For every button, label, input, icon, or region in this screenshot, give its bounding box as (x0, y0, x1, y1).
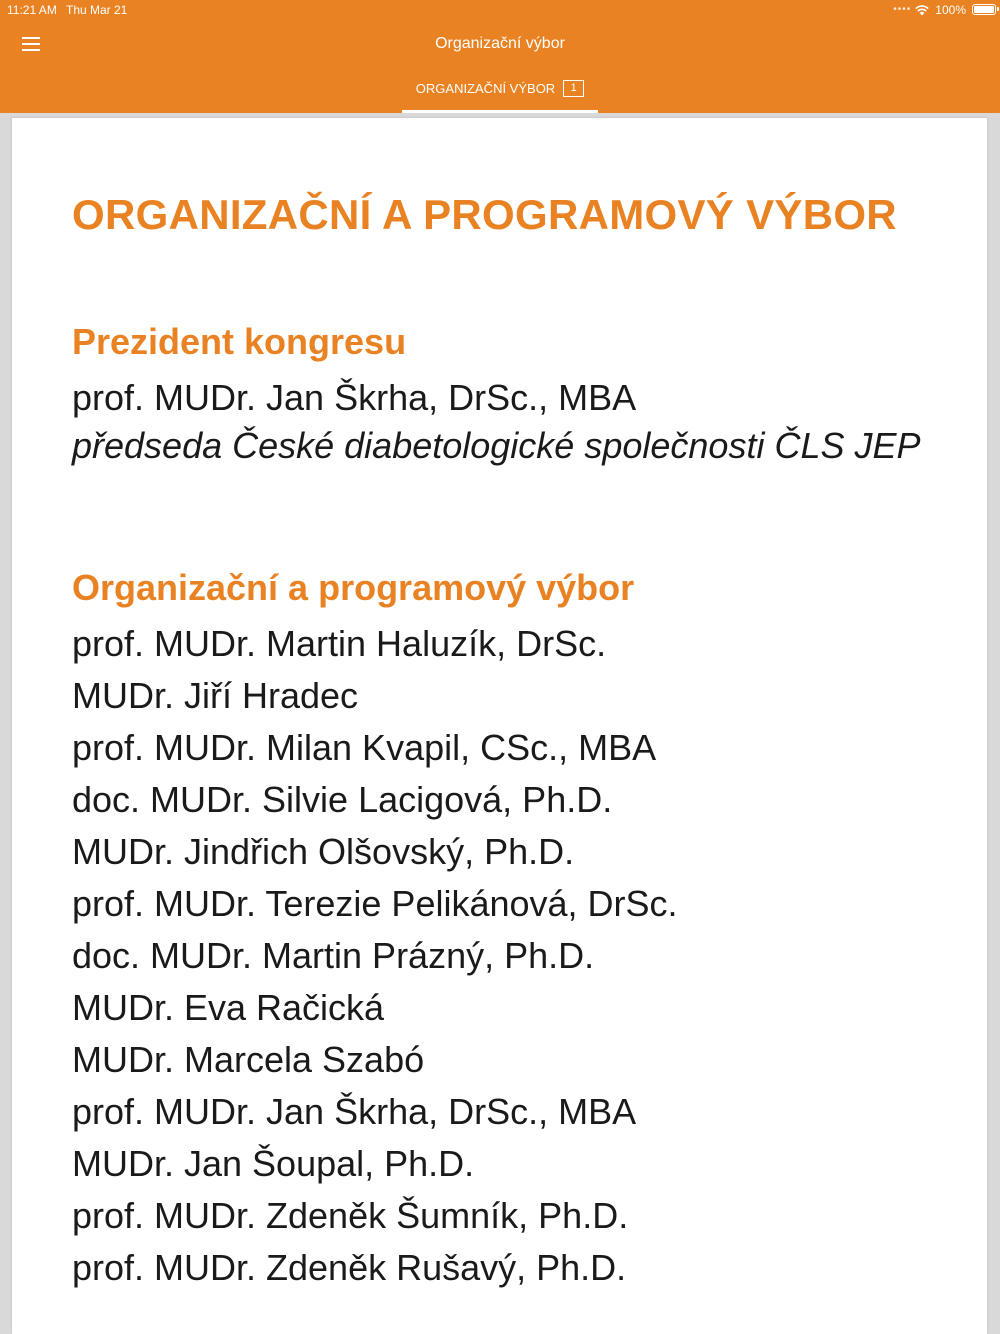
status-bar (0, 0, 1000, 20)
battery-icon (972, 4, 996, 15)
president-section-title: Prezident kongresu (72, 321, 407, 362)
main-heading: ORGANIZAČNÍ A PROGRAMOVÝ VÝBOR (72, 191, 897, 238)
list-item: doc. MUDr. Silvie Lacigová, Ph.D. (72, 779, 613, 820)
tab-label: ORGANIZAČNÍ VÝBOR (415, 81, 556, 96)
list-item: prof. MUDr. Zdeněk Rušavý, Ph.D. (72, 1247, 627, 1288)
list-item: doc. MUDr. Martin Prázný, Ph.D. (72, 935, 595, 976)
committee-member-list (72, 618, 678, 1294)
list-item: prof. MUDr. Martin Haluzík, DrSc. (72, 623, 607, 664)
tab-active-indicator (402, 110, 598, 113)
page-title: Organizační výbor (435, 35, 565, 52)
list-item: MUDr. Eva Račická (72, 987, 385, 1028)
wifi-icon (915, 4, 929, 16)
battery-percentage: 100% (935, 3, 966, 17)
app-bar (0, 0, 1000, 113)
president-role: předseda České diabetologické společnosti ČLS JEP (72, 425, 921, 466)
committee-section-title: Organizační a programový výbor (72, 567, 635, 608)
list-item: prof. MUDr. Milan Kvapil, CSc., MBA (72, 727, 657, 768)
list-item: MUDr. Marcela Szabó (72, 1039, 425, 1080)
content-card (12, 118, 987, 1334)
tab-organizacni-vybor[interactable] (402, 72, 598, 113)
list-item: MUDr. Jan Šoupal, Ph.D. (72, 1143, 475, 1184)
list-item: prof. MUDr. Zdeněk Šumník, Ph.D. (72, 1195, 629, 1236)
list-item: MUDr. Jiří Hradec (72, 675, 359, 716)
list-item: prof. MUDr. Jan Škrha, DrSc., MBA (72, 1091, 637, 1132)
list-item: MUDr. Jindřich Olšovský, Ph.D. (72, 831, 575, 872)
signal-dots-icon: •••• (893, 4, 912, 15)
list-item: prof. MUDr. Terezie Pelikánová, DrSc. (72, 883, 678, 924)
status-indicators (893, 0, 966, 20)
president-name: prof. MUDr. Jan Škrha, DrSc., MBA (72, 377, 637, 418)
status-time: 11:21 AM (7, 3, 57, 17)
tab-count-badge: 1 (563, 80, 584, 97)
status-date: Thu Mar 21 (66, 3, 128, 17)
